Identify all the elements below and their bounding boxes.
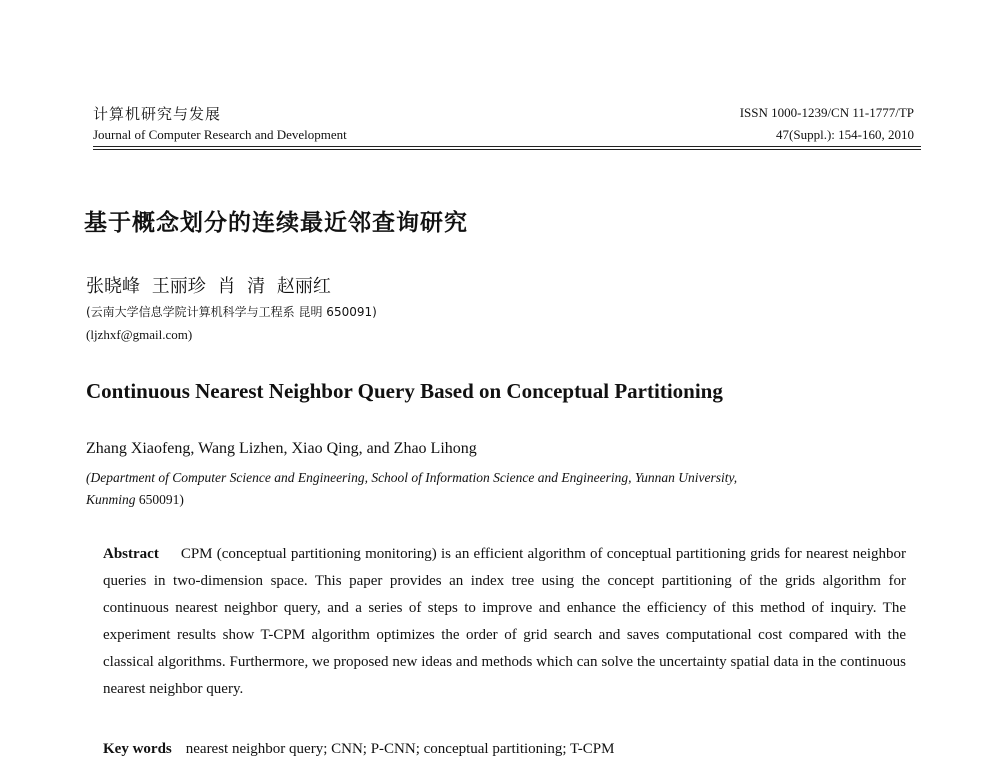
affiliation-cn: (云南大学信息学院计算机科学与工程系 昆明 650091) bbox=[86, 305, 377, 319]
header-rule-thin bbox=[93, 146, 921, 147]
paper-title-cn: 基于概念划分的连续最近邻查询研究 bbox=[84, 210, 468, 236]
abstract-text: CPM (conceptual partitioning monitoring) is an efficient algorithm of conceptual partitioning grids for nearest neighbor queries in two-dimension space. This paper provides an index tree using the concept partitioning of the grids algorithm for continuous nearest neighbor query, and a series of steps to improve and enhance the efficiency of this method of inquiry. The experiment results show T-CPM algorithm optimizes the order of grid search and saves computational cost compared with the classical algorithms. Furthermore, we proposed new ideas and methods which can solve the uncertainty spatial data in the continuous nearest neighbor query. bbox=[103, 546, 906, 697]
journal-title-cn: 计算机研究与发展 bbox=[93, 105, 222, 123]
journal-title-en: Journal of Computer Research and Development bbox=[93, 127, 347, 142]
issn-line: ISSN 1000-1239/CN 11-1777/TP bbox=[739, 105, 914, 120]
keywords bbox=[103, 741, 614, 758]
affiliation-en bbox=[86, 467, 926, 511]
paper-title-en: Continuous Nearest Neighbor Query Based on Conceptual Partitioning bbox=[86, 379, 723, 403]
affiliation-zip: 650091) bbox=[138, 492, 184, 507]
abstract bbox=[103, 541, 906, 703]
authors-en: Zhang Xiaofeng, Wang Lizhen, Xiao Qing, and Zhao Lihong bbox=[86, 440, 477, 457]
affiliation-en-text: (Department of Computer Science and Engineering, School of Information Science and Engineering, Yunnan University, bbox=[86, 470, 738, 485]
authors-cn: 张晓峰 王丽珍 肖 清 赵丽红 bbox=[86, 276, 331, 297]
header-rule-thick bbox=[93, 149, 921, 150]
abstract-label: Abstract bbox=[103, 546, 159, 562]
author-email: (ljzhxf@gmail.com) bbox=[86, 327, 193, 342]
keywords-text: nearest neighbor query; CNN; P-CNN; conceptual partitioning; T-CPM bbox=[185, 741, 615, 757]
volume-line: 47(Suppl.): 154-160, 2010 bbox=[776, 127, 914, 142]
keywords-label: Key words bbox=[103, 741, 172, 757]
affiliation-city: Kunming bbox=[86, 492, 136, 507]
